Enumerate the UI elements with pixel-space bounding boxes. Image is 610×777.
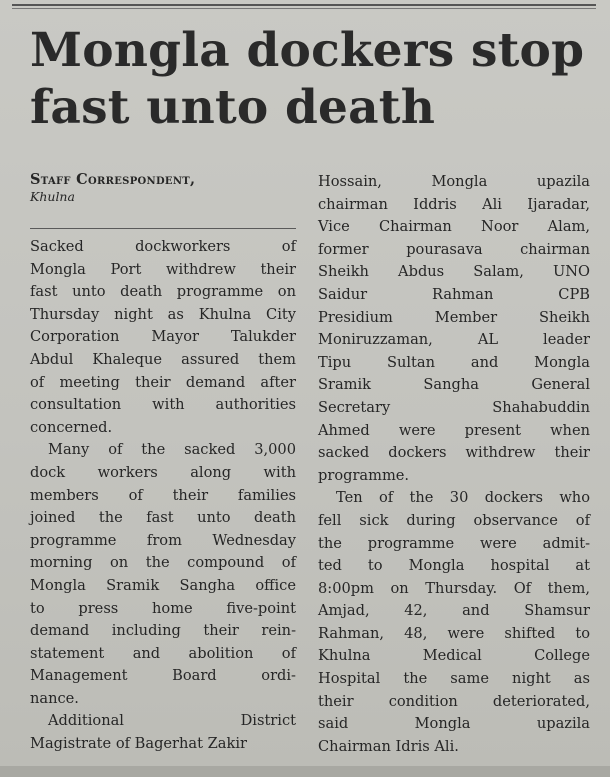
article-line: chairman Iddris Ali Ijaradar, bbox=[318, 195, 590, 213]
article-line: joined the fast unto death bbox=[30, 509, 296, 527]
article-line: said Mongla upazila bbox=[318, 715, 590, 733]
article-line: Rahman, 48, were shifted to bbox=[318, 624, 590, 642]
article-line: to press home five-point bbox=[30, 599, 296, 617]
byline-place: Khulna bbox=[30, 189, 75, 204]
article-line: ted to Mongla hospital at bbox=[318, 557, 590, 575]
article-line: sacked dockers withdrew their bbox=[318, 444, 590, 462]
article-line: Mongla Port withdrew their bbox=[30, 260, 296, 278]
byline-divider bbox=[30, 228, 296, 229]
article-line: fast unto death programme on bbox=[30, 283, 296, 301]
headline: Mongla dockers stop fast unto death bbox=[30, 23, 585, 135]
article-line: Saidur Rahman CPB bbox=[318, 285, 590, 303]
article-line: Tipu Sultan and Mongla bbox=[318, 353, 590, 371]
article-column-left bbox=[30, 236, 296, 756]
top-rule bbox=[12, 4, 596, 6]
article-line: Hospital the same night as bbox=[318, 670, 590, 688]
article-line: Ahmed were present when bbox=[318, 421, 590, 439]
article-line: Thursday night as Khulna City bbox=[30, 305, 296, 323]
byline-author: Staff Correspondent, bbox=[30, 171, 196, 188]
article-line: Moniruzzaman, AL leader bbox=[318, 331, 590, 349]
article-line: statement and abolition of bbox=[30, 644, 296, 662]
article-line: members of their families bbox=[30, 486, 296, 504]
article-line: Management Board ordi- bbox=[30, 667, 296, 685]
article-line: consultation with authorities bbox=[30, 396, 296, 414]
article-line: fell sick during observance of bbox=[318, 511, 590, 529]
article-line: Many of the sacked 3,000 bbox=[48, 441, 296, 459]
article-line: Khulna Medical College bbox=[318, 647, 590, 665]
article-line: morning on the compound of bbox=[30, 554, 296, 572]
article-line: Abdul Khaleque assured them bbox=[30, 350, 296, 368]
article-line: Chairman Idris Ali. bbox=[318, 737, 459, 755]
article-line: Sacked dockworkers of bbox=[30, 238, 296, 255]
article-line: former pourasava chairman bbox=[318, 240, 590, 258]
article-line: nance. bbox=[30, 689, 79, 707]
article-line: programme from Wednesday bbox=[30, 531, 296, 549]
article-line: the programme were admit- bbox=[318, 534, 590, 552]
article-line: demand including their rein- bbox=[30, 622, 296, 640]
article-line: dock workers along with bbox=[30, 463, 296, 481]
article-column-right bbox=[318, 171, 590, 758]
article-line: Sramik Sangha General bbox=[318, 376, 590, 394]
article-line: Presidium Member Sheikh bbox=[318, 308, 590, 326]
article-line: their condition deteriorated, bbox=[318, 692, 590, 710]
byline bbox=[30, 171, 300, 205]
article-line: programme. bbox=[318, 466, 410, 484]
article-line: Secretary Shahabuddin bbox=[318, 398, 590, 416]
article-line: Vice Chairman Noor Alam, bbox=[318, 218, 590, 236]
article-line: Amjad, 42, and Shamsur bbox=[318, 602, 590, 620]
article-line: concerned. bbox=[30, 418, 113, 436]
article-line: Hossain, Mongla upazila bbox=[318, 173, 590, 190]
article-line: Additional District bbox=[48, 712, 296, 730]
article-line: Ten of the 30 dockers who bbox=[336, 489, 590, 507]
top-rule-thin bbox=[12, 8, 596, 9]
article-line: of meeting their demand after bbox=[30, 373, 296, 391]
article-line: Mongla Sramik Sangha office bbox=[30, 576, 296, 594]
page-bottom-edge bbox=[0, 766, 610, 777]
article-line: Magistrate of Bagerhat Zakir bbox=[30, 735, 247, 753]
article-line: Corporation Mayor Talukder bbox=[30, 328, 296, 346]
article-line: Sheikh Abdus Salam, UNO bbox=[318, 263, 590, 281]
article-line: 8:00pm on Thursday. Of them, bbox=[318, 579, 590, 597]
